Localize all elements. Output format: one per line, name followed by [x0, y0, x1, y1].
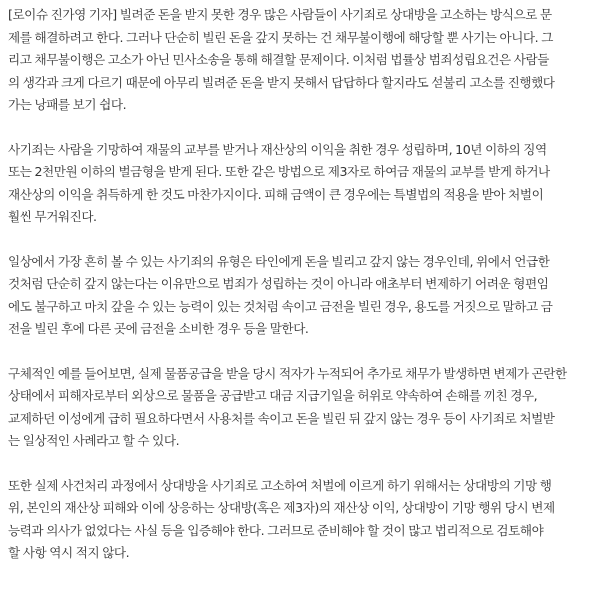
text-line: 것처럼 단순히 갚지 않는다는 이유만으로 범죄가 성립하는 것이 아니라 애초부터 변제하기 어려운 형편임: [8, 276, 549, 291]
paragraph-1: [8, 4, 596, 117]
text-line: 또한 실제 사건처리 과정에서 상대방을 사기죄로 고소하여 처벌에 이르게 하기 위해서는 상대방의 기망 행: [8, 477, 552, 493]
paragraph-3: [8, 251, 596, 341]
text-line: [로이슈 진가영 기자] 빌려준 돈을 받지 못한 경우 많은 사람들이 사기죄로 상대방을 고소하는 방식으로 문: [8, 7, 552, 22]
text-line: 의 생각과 크게 다르기 때문에 아무리 빌려준 돈을 받지 못해서 답답하다 할지라도 섣불리 고소를 진행했다: [8, 74, 555, 90]
text-line: 교제하던 이성에게 급히 필요하다면서 사용처를 속이고 돈을 빌린 뒤 갚지 않는 경우 등이 사기죄로 처벌받: [8, 410, 555, 426]
text-line: 할 사항 역시 적지 않다.: [8, 545, 130, 560]
text-line: 또는 2천만원 이하의 벌금형을 받게 된다. 또한 같은 방법으로 제3자로 하여금 재물의 교부를 받게 하거나: [8, 164, 550, 179]
text-line: 전을 빌린 후에 다른 곳에 금전을 소비한 경우 등을 말한다.: [8, 321, 309, 336]
text-line: 사기죄는 사람을 기망하여 재물의 교부를 받거나 재산상의 이익을 취한 경우 성립하며, 10년 이하의 징역: [8, 141, 547, 157]
text-line: 는 일상적인 사례라고 할 수 있다.: [8, 433, 180, 448]
article-body: [8, 4, 596, 587]
text-line: 리고 채무불이행은 고소가 아닌 민사소송을 통해 해결할 문제이다. 이처럼 법률상 범죄성립요건은 사람들: [8, 52, 549, 67]
paragraph-2: [8, 139, 596, 229]
text-line: 훨씬 무거워진다.: [8, 209, 97, 224]
text-line: 가는 낭패를 보기 쉽다.: [8, 97, 127, 112]
text-line: 상태에서 피해자로부터 외상으로 물품을 공급받고 대금 지급기일을 허위로 약속하여 손해를 끼친 경우,: [8, 388, 538, 403]
text-line: 능력과 의사가 없었다는 사실 등을 입증해야 한다. 그러므로 준비해야 할 것이 많고 법리적으로 검토해야: [8, 522, 544, 538]
text-line: 에도 불구하고 마치 갚을 수 있는 능력이 있는 것처럼 속이고 금전을 빌린 경우, 용도를 거짓으로 말하고 금: [8, 298, 553, 314]
text-line: 구체적인 예를 들어보면, 실제 물품공급을 받을 당시 적자가 누적되어 추가로 채무가 발생하면 변제가 곤란한: [8, 365, 567, 381]
paragraph-5: [8, 475, 596, 565]
text-line: 재산상의 이익을 취득하게 한 것도 마찬가지이다. 피해 금액이 큰 경우에는 특별법의 적용을 받아 처벌이: [8, 186, 544, 202]
text-line: 일상에서 가장 흔히 볼 수 있는 사기죄의 유형은 타인에게 돈을 빌리고 갚지 않는 경우인데, 위에서 언급한: [8, 253, 550, 269]
text-line: 위, 본인의 재산상 피해와 이에 상응하는 상대방(혹은 제3자)의 재산상 이익, 상대방이 기망 행위 당시 변제: [8, 500, 555, 515]
paragraph-4: [8, 363, 596, 453]
text-line: 제를 해결하려고 한다. 그러나 단순히 빌린 돈을 갚지 못하는 건 채무불이행에 해당할 뿐 사기는 아니다. 그: [8, 29, 553, 45]
